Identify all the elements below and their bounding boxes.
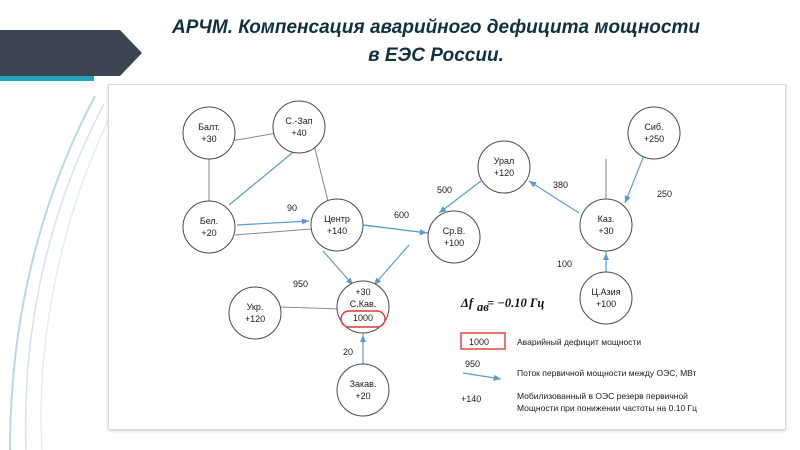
page-title xyxy=(86,14,786,69)
node-ukr-value: +120 xyxy=(244,314,266,324)
node-ural-name: Урал xyxy=(493,156,515,166)
node-skav-value: 1000 xyxy=(352,313,374,323)
node-skav-reserve: +30 xyxy=(355,287,371,297)
node-kaz-name: Каз. xyxy=(597,214,615,224)
title-line-1: АРЧМ. Компенсация аварийного дефицита мощности xyxy=(172,17,700,38)
diagram-canvas xyxy=(108,84,786,430)
node-szap[interactable] xyxy=(273,101,325,153)
legend-deficit-value: 1000 xyxy=(469,337,490,347)
node-sib-value: +250 xyxy=(643,134,665,144)
flow-label-20: 20 xyxy=(343,347,354,357)
flow-label-600: 600 xyxy=(394,210,410,220)
node-balt-value: +30 xyxy=(201,134,217,144)
flow-label-950: 950 xyxy=(293,279,309,289)
node-cazia-name: Ц.Азия xyxy=(591,287,621,297)
node-srv-name: Ср.В. xyxy=(442,226,466,236)
node-kaz[interactable] xyxy=(580,199,632,251)
node-skav-name: С.Кав. xyxy=(349,299,377,309)
title-line-2: в ЕЭС России. xyxy=(368,44,504,66)
flow-label-500: 500 xyxy=(437,185,453,195)
node-zakav-name: Закав. xyxy=(349,379,377,389)
power-system-diagram xyxy=(109,85,785,429)
node-kaz-value: +30 xyxy=(598,226,614,236)
node-sib-name: Сиб. xyxy=(644,122,664,132)
node-szap-value: +40 xyxy=(291,128,307,138)
node-srv-value: +100 xyxy=(443,238,465,248)
node-bel-name: Бел. xyxy=(199,216,219,226)
node-balt-name: Балт. xyxy=(198,122,220,132)
node-ukr-name: Укр. xyxy=(246,302,264,312)
legend-reserve-value: +140 xyxy=(461,394,482,404)
legend-flow-arrow xyxy=(463,373,501,379)
formula-delta-f xyxy=(460,296,544,314)
flow-label-100: 100 xyxy=(557,259,573,269)
legend xyxy=(461,333,697,413)
node-centr[interactable] xyxy=(311,199,363,251)
legend-reserve-text-2: Мощности при понижении частоты на 0.10 Гц xyxy=(517,403,698,413)
node-ukr[interactable] xyxy=(229,287,281,339)
flow-label-380: 380 xyxy=(553,180,569,190)
node-ural[interactable] xyxy=(478,141,530,193)
node-sib[interactable] xyxy=(628,107,680,159)
formula-subscript: ав xyxy=(477,300,489,314)
legend-flow-text: Поток первичной мощности между ОЭС, МВт xyxy=(517,368,697,378)
node-skav[interactable] xyxy=(337,281,389,333)
legend-deficit-text: Аварийный дефицит мощности xyxy=(517,337,642,347)
node-szap-name: С.-Зап xyxy=(285,116,313,126)
node-zakav-value: +20 xyxy=(355,391,371,401)
flow-label-90: 90 xyxy=(287,203,298,213)
legend-flow-value: 950 xyxy=(465,359,481,369)
node-ural-value: +120 xyxy=(493,168,515,178)
formula-main: Δf xyxy=(461,296,473,310)
node-srv[interactable] xyxy=(428,211,480,263)
flow-label-250: 250 xyxy=(657,189,673,199)
node-cazia-value: +100 xyxy=(595,299,617,309)
node-centr-value: +140 xyxy=(326,226,348,236)
legend-reserve-text-1: Мобилизованный в ОЭС резерв первичной xyxy=(517,391,688,401)
node-bel[interactable] xyxy=(183,201,235,253)
node-zakav[interactable] xyxy=(337,364,389,416)
node-centr-name: Центр xyxy=(324,214,350,224)
accent-bar xyxy=(0,76,94,81)
formula-rest: = −0.10 Гц xyxy=(487,296,545,310)
node-bel-value: +20 xyxy=(201,228,217,238)
node-cazia[interactable] xyxy=(580,272,632,324)
node-balt[interactable] xyxy=(183,107,235,159)
